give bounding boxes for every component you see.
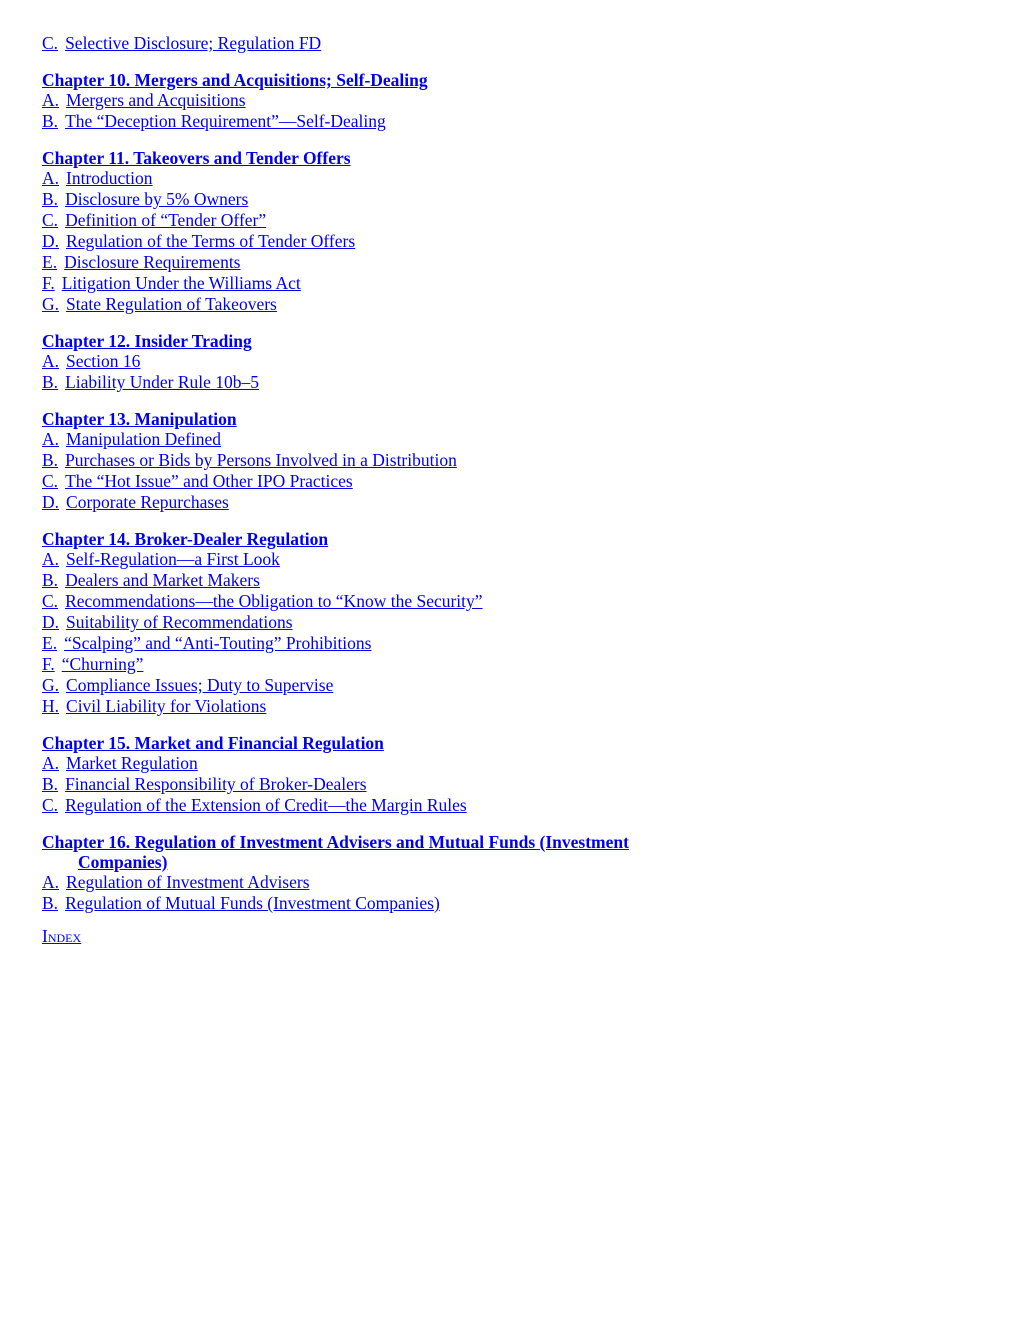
toc-item xyxy=(42,591,1002,612)
section-title-link[interactable]: “Scalping” and “Anti-Touting” Prohibitions xyxy=(64,633,372,653)
section-letter-link[interactable]: A. xyxy=(42,351,60,371)
top-item-list xyxy=(42,33,1002,54)
toc-item xyxy=(42,294,1002,315)
toc-item xyxy=(42,893,1002,914)
section-title-link[interactable]: Suitability of Recommendations xyxy=(66,612,293,632)
section-letter-link[interactable]: D. xyxy=(42,612,60,632)
chapter-heading xyxy=(42,832,638,872)
toc-item xyxy=(42,252,1002,273)
section-title-link[interactable]: Selective Disclosure; Regulation FD xyxy=(65,33,322,53)
section-title-link[interactable]: Section 16 xyxy=(66,351,141,371)
section-letter-link[interactable]: B. xyxy=(42,450,59,470)
section-letter-link[interactable]: C. xyxy=(42,591,59,611)
section-title-link[interactable]: Regulation of the Terms of Tender Offers xyxy=(66,231,356,251)
section-letter-link[interactable]: A. xyxy=(42,872,60,892)
section-letter-link[interactable]: H. xyxy=(42,696,60,716)
section-title-link[interactable]: Self-Regulation—a First Look xyxy=(66,549,280,569)
section-title-link[interactable]: Introduction xyxy=(66,168,153,188)
section-letter-link[interactable]: A. xyxy=(42,429,60,449)
section-title-link[interactable]: Purchases or Bids by Persons Involved in a Distribution xyxy=(65,450,457,470)
toc-item xyxy=(42,372,1002,393)
section-letter-link[interactable]: B. xyxy=(42,189,59,209)
chapter-heading xyxy=(42,409,638,429)
chapter-section xyxy=(42,70,1002,132)
toc-item xyxy=(42,33,1002,54)
index-link[interactable]: Index xyxy=(42,926,82,946)
chapter-section xyxy=(42,409,1002,513)
section-letter-link[interactable]: C. xyxy=(42,471,59,491)
chapter-heading-link[interactable]: Chapter 14. Broker-Dealer Regulation xyxy=(42,529,329,549)
section-title-link[interactable]: Litigation Under the Williams Act xyxy=(61,273,301,293)
toc-item xyxy=(42,696,1002,717)
toc-item xyxy=(42,549,1002,570)
toc-item xyxy=(42,774,1002,795)
toc-item xyxy=(42,633,1002,654)
section-letter-link[interactable]: E. xyxy=(42,252,58,272)
section-letter-link[interactable]: B. xyxy=(42,774,59,794)
section-title-link[interactable]: Recommendations—the Obligation to “Know the Security” xyxy=(65,591,483,611)
section-letter-link[interactable]: B. xyxy=(42,111,59,131)
section-letter-link[interactable]: F. xyxy=(42,654,55,674)
chapter-heading xyxy=(42,733,638,753)
chapter-heading-link[interactable]: Chapter 13. Manipulation xyxy=(42,409,237,429)
chapter-heading-link[interactable]: Chapter 10. Mergers and Acquisitions; Self-Dealing xyxy=(42,70,428,90)
section-title-link[interactable]: Dealers and Market Makers xyxy=(65,570,260,590)
section-title-link[interactable]: Definition of “Tender Offer” xyxy=(65,210,267,230)
table-of-contents xyxy=(42,33,1002,947)
section-title-link[interactable]: Market Regulation xyxy=(66,753,198,773)
section-title-link[interactable]: Disclosure by 5% Owners xyxy=(65,189,249,209)
toc-item xyxy=(42,795,1002,816)
section-letter-link[interactable]: B. xyxy=(42,372,59,392)
section-letter-link[interactable]: D. xyxy=(42,492,60,512)
toc-item xyxy=(42,231,1002,252)
toc-item xyxy=(42,90,1002,111)
chapter-heading xyxy=(42,529,638,549)
section-title-link[interactable]: Liability Under Rule 10b–5 xyxy=(65,372,259,392)
toc-item xyxy=(42,753,1002,774)
section-title-link[interactable]: The “Deception Requirement”—Self-Dealing xyxy=(65,111,386,131)
section-letter-link[interactable]: A. xyxy=(42,753,60,773)
chapter-section xyxy=(42,832,1002,914)
section-letter-link[interactable]: G. xyxy=(42,294,60,314)
toc-item xyxy=(42,168,1002,189)
section-letter-link[interactable]: D. xyxy=(42,231,60,251)
toc-item xyxy=(42,471,1002,492)
chapter-heading-link[interactable]: Chapter 15. Market and Financial Regulation xyxy=(42,733,384,753)
toc-item xyxy=(42,429,1002,450)
toc-item xyxy=(42,570,1002,591)
section-title-link[interactable]: Regulation of Mutual Funds (Investment Companies) xyxy=(65,893,440,913)
toc-item xyxy=(42,111,1002,132)
toc-item xyxy=(42,492,1002,513)
chapter-section xyxy=(42,529,1002,717)
chapter-heading-link[interactable]: Chapter 16. Regulation of Investment Advisers and Mutual Funds (Investment Companies) xyxy=(42,832,629,872)
section-letter-link[interactable]: A. xyxy=(42,168,60,188)
section-title-link[interactable]: Financial Responsibility of Broker-Dealers xyxy=(65,774,367,794)
section-letter-link[interactable]: C. xyxy=(42,210,59,230)
chapter-heading xyxy=(42,70,638,90)
chapter-heading-link[interactable]: Chapter 12. Insider Trading xyxy=(42,331,252,351)
section-title-link[interactable]: State Regulation of Takeovers xyxy=(66,294,277,314)
section-title-link[interactable]: Civil Liability for Violations xyxy=(66,696,267,716)
section-letter-link[interactable]: C. xyxy=(42,795,59,815)
index-entry xyxy=(42,925,1002,947)
chapter-section xyxy=(42,331,1002,393)
toc-item xyxy=(42,872,1002,893)
section-letter-link[interactable]: B. xyxy=(42,570,59,590)
toc-item xyxy=(42,612,1002,633)
toc-item xyxy=(42,351,1002,372)
section-letter-link[interactable]: F. xyxy=(42,273,55,293)
section-letter-link[interactable]: C. xyxy=(42,33,59,53)
toc-item xyxy=(42,273,1002,294)
toc-item xyxy=(42,189,1002,210)
section-title-link[interactable]: The “Hot Issue” and Other IPO Practices xyxy=(65,471,353,491)
section-title-link[interactable]: Compliance Issues; Duty to Supervise xyxy=(66,675,334,695)
section-title-link[interactable]: Regulation of Investment Advisers xyxy=(66,872,310,892)
toc-item xyxy=(42,675,1002,696)
section-title-link[interactable]: Disclosure Requirements xyxy=(64,252,241,272)
section-letter-link[interactable]: A. xyxy=(42,90,60,110)
toc-item xyxy=(42,450,1002,471)
section-letter-link[interactable]: A. xyxy=(42,549,60,569)
section-title-link[interactable]: Manipulation Defined xyxy=(66,429,222,449)
chapter-list xyxy=(42,70,1002,914)
section-letter-link[interactable]: E. xyxy=(42,633,58,653)
section-letter-link[interactable]: G. xyxy=(42,675,60,695)
section-title-link[interactable]: Regulation of the Extension of Credit—the Margin Rules xyxy=(65,795,467,815)
toc-item xyxy=(42,210,1002,231)
section-letter-link[interactable]: B. xyxy=(42,893,59,913)
chapter-section xyxy=(42,148,1002,315)
chapter-section xyxy=(42,733,1002,816)
section-title-link[interactable]: Mergers and Acquisitions xyxy=(66,90,246,110)
section-title-link[interactable]: Corporate Repurchases xyxy=(66,492,229,512)
section-title-link[interactable]: “Churning” xyxy=(61,654,144,674)
chapter-heading xyxy=(42,148,638,168)
chapter-heading xyxy=(42,331,638,351)
chapter-heading-link[interactable]: Chapter 11. Takeovers and Tender Offers xyxy=(42,148,351,168)
toc-item xyxy=(42,654,1002,675)
